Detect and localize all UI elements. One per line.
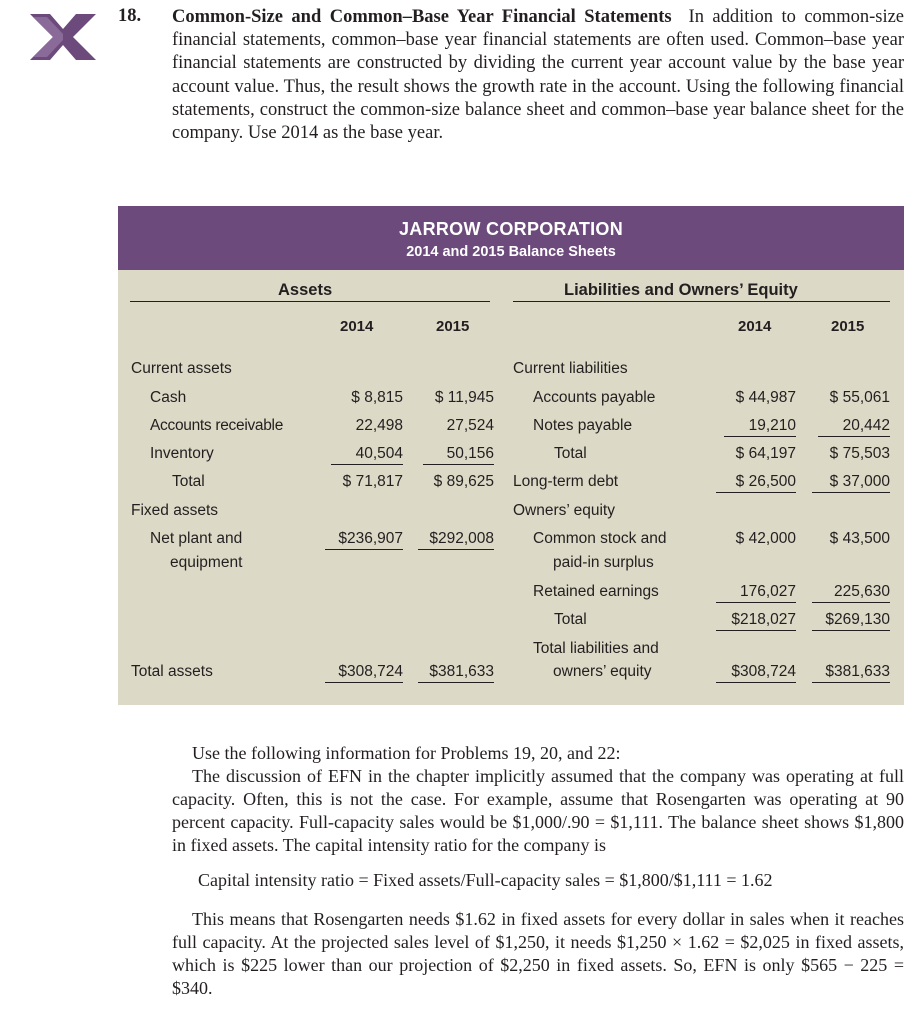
asset-inventory-2015: 50,156: [423, 445, 494, 465]
following-text: [172, 742, 904, 1000]
liab-label-total-current: Total: [554, 445, 587, 462]
asset-net-plant-2014: $236,907: [325, 530, 403, 550]
efn-paragraph: The discussion of EFN in the chapter implicitly assumed that the company was operating at full capacity. Often, this is not the case. For example, assume that Rosengarten was operating at 90 percent capacity. Full-capacity sales would be $1,000/.90 = $1,111. The balance sheet shows $1,800 in fixed assets. The capital intensity ratio for the company is: [172, 766, 904, 855]
asset-label-total-assets: Total assets: [131, 663, 213, 680]
liabilities-rule: [513, 301, 890, 302]
liab-label-accounts-payable: Accounts payable: [533, 389, 656, 406]
problem-number: 18.: [118, 6, 142, 26]
problem-text: [172, 6, 904, 145]
liab-year-2015: 2015: [831, 318, 865, 335]
liab-total-current-2014: $ 64,197: [735, 445, 796, 462]
table-header: [118, 206, 904, 270]
liab-label-paid-in-surplus: paid-in surplus: [553, 554, 654, 571]
liab-label-owners-equity: Owners’ equity: [513, 502, 615, 519]
assets-year-2014: 2014: [340, 318, 374, 335]
asset-label-total-current: Total: [172, 473, 205, 490]
liab-label-total-equity: Total: [554, 611, 587, 628]
asset-label-fixed-assets: Fixed assets: [131, 502, 219, 519]
assets-heading: Assets: [278, 281, 333, 299]
liab-total-equity-2015: $269,130: [812, 611, 890, 631]
liab-label-notes-payable: Notes payable: [533, 417, 633, 434]
asset-inventory-2014: 40,504: [331, 445, 403, 465]
asset-total-assets-2014: $308,724: [325, 663, 403, 683]
asset-label-cash: Cash: [150, 389, 187, 406]
asset-cash-2014: $ 8,815: [351, 389, 403, 406]
asset-label-net-plant: Net plant and: [150, 530, 243, 547]
liab-label-long-term-debt: Long-term debt: [513, 473, 619, 490]
balance-sheet-table: [118, 206, 904, 705]
asset-cash-2015: $ 11,945: [434, 389, 494, 406]
liab-total-current-2015: $ 75,503: [829, 445, 890, 462]
asset-total-current-2014: $ 71,817: [342, 473, 403, 490]
liab-total-liab-2014: $308,724: [716, 663, 796, 683]
liab-label-total-liab: Total liabilities and: [533, 640, 659, 657]
liab-notes-payable-2014: 19,210: [724, 417, 796, 437]
table-subtitle: 2014 and 2015 Balance Sheets: [406, 244, 616, 260]
asset-label-current-assets: Current assets: [131, 360, 232, 377]
liabilities-heading: Liabilities and Owners’ Equity: [564, 281, 798, 299]
liab-retained-earnings-2015: 225,630: [812, 583, 890, 603]
asset-label-receivables: Accounts receivable: [150, 417, 284, 434]
problem-title: Common-Size and Common–Base Year Financial Statements: [172, 7, 672, 27]
liab-year-2014: 2014: [738, 318, 772, 335]
liab-retained-earnings-2014: 176,027: [716, 583, 796, 603]
assets-year-2015: 2015: [436, 318, 470, 335]
x-logo-icon: [30, 14, 96, 60]
intro-line: Use the following information for Problems 19, 20, and 22:: [192, 743, 621, 763]
asset-total-assets-2015: $381,633: [418, 663, 494, 683]
asset-net-plant-2015: $292,008: [418, 530, 494, 550]
liab-accounts-payable-2014: $ 44,987: [735, 389, 796, 406]
asset-total-current-2015: $ 89,625: [433, 473, 494, 490]
asset-label-equipment: equipment: [170, 554, 243, 571]
company-name: JARROW CORPORATION: [398, 219, 624, 239]
conclusion-paragraph: This means that Rosengarten needs $1.62 in fixed assets for every dollar in sales when it reaches full capacity. At the projected sales level of $1,250, it needs $1,250 × 1.62 = $2,025 in fixed assets, which is $225 lower than our projection of $2,250 in fixed assets. So, EFN is only $565 − 225 = $340.: [172, 909, 904, 998]
liab-label-total-liab-2: owners’ equity: [553, 663, 652, 680]
asset-receivables-2014: 22,498: [355, 417, 403, 434]
liab-common-stock-2015: $ 43,500: [829, 530, 890, 547]
liab-long-term-debt-2015: $ 37,000: [812, 473, 890, 493]
liab-notes-payable-2015: 20,442: [818, 417, 890, 437]
liab-label-retained-earnings: Retained earnings: [533, 583, 659, 600]
liab-long-term-debt-2014: $ 26,500: [716, 473, 796, 493]
liab-common-stock-2014: $ 42,000: [735, 530, 796, 547]
liab-label-current-liabilities: Current liabilities: [513, 360, 628, 377]
problem-body: In addition to common-size financial statements, common–base year financial statements are often used. Common–base year financial statements are constructed by dividing the current year account value by the base year account value. Thus, the result shows the growth rate in the account. Using the following financial statements, construct the common-size balance sheet and common–base year balance sheet for the company. Use 2014 as the base year.: [172, 7, 905, 144]
liab-total-liab-2015: $381,633: [812, 663, 890, 683]
liab-accounts-payable-2015: $ 55,061: [829, 389, 890, 406]
capital-intensity-equation: Capital intensity ratio = Fixed assets/Full-capacity sales = $1,800/$1,111 = 1.62: [198, 870, 773, 890]
asset-receivables-2015: 27,524: [446, 417, 494, 434]
liab-total-equity-2014: $218,027: [716, 611, 796, 631]
assets-rule: [130, 301, 490, 302]
asset-label-inventory: Inventory: [150, 445, 214, 462]
liab-label-common-stock: Common stock and: [533, 530, 667, 547]
